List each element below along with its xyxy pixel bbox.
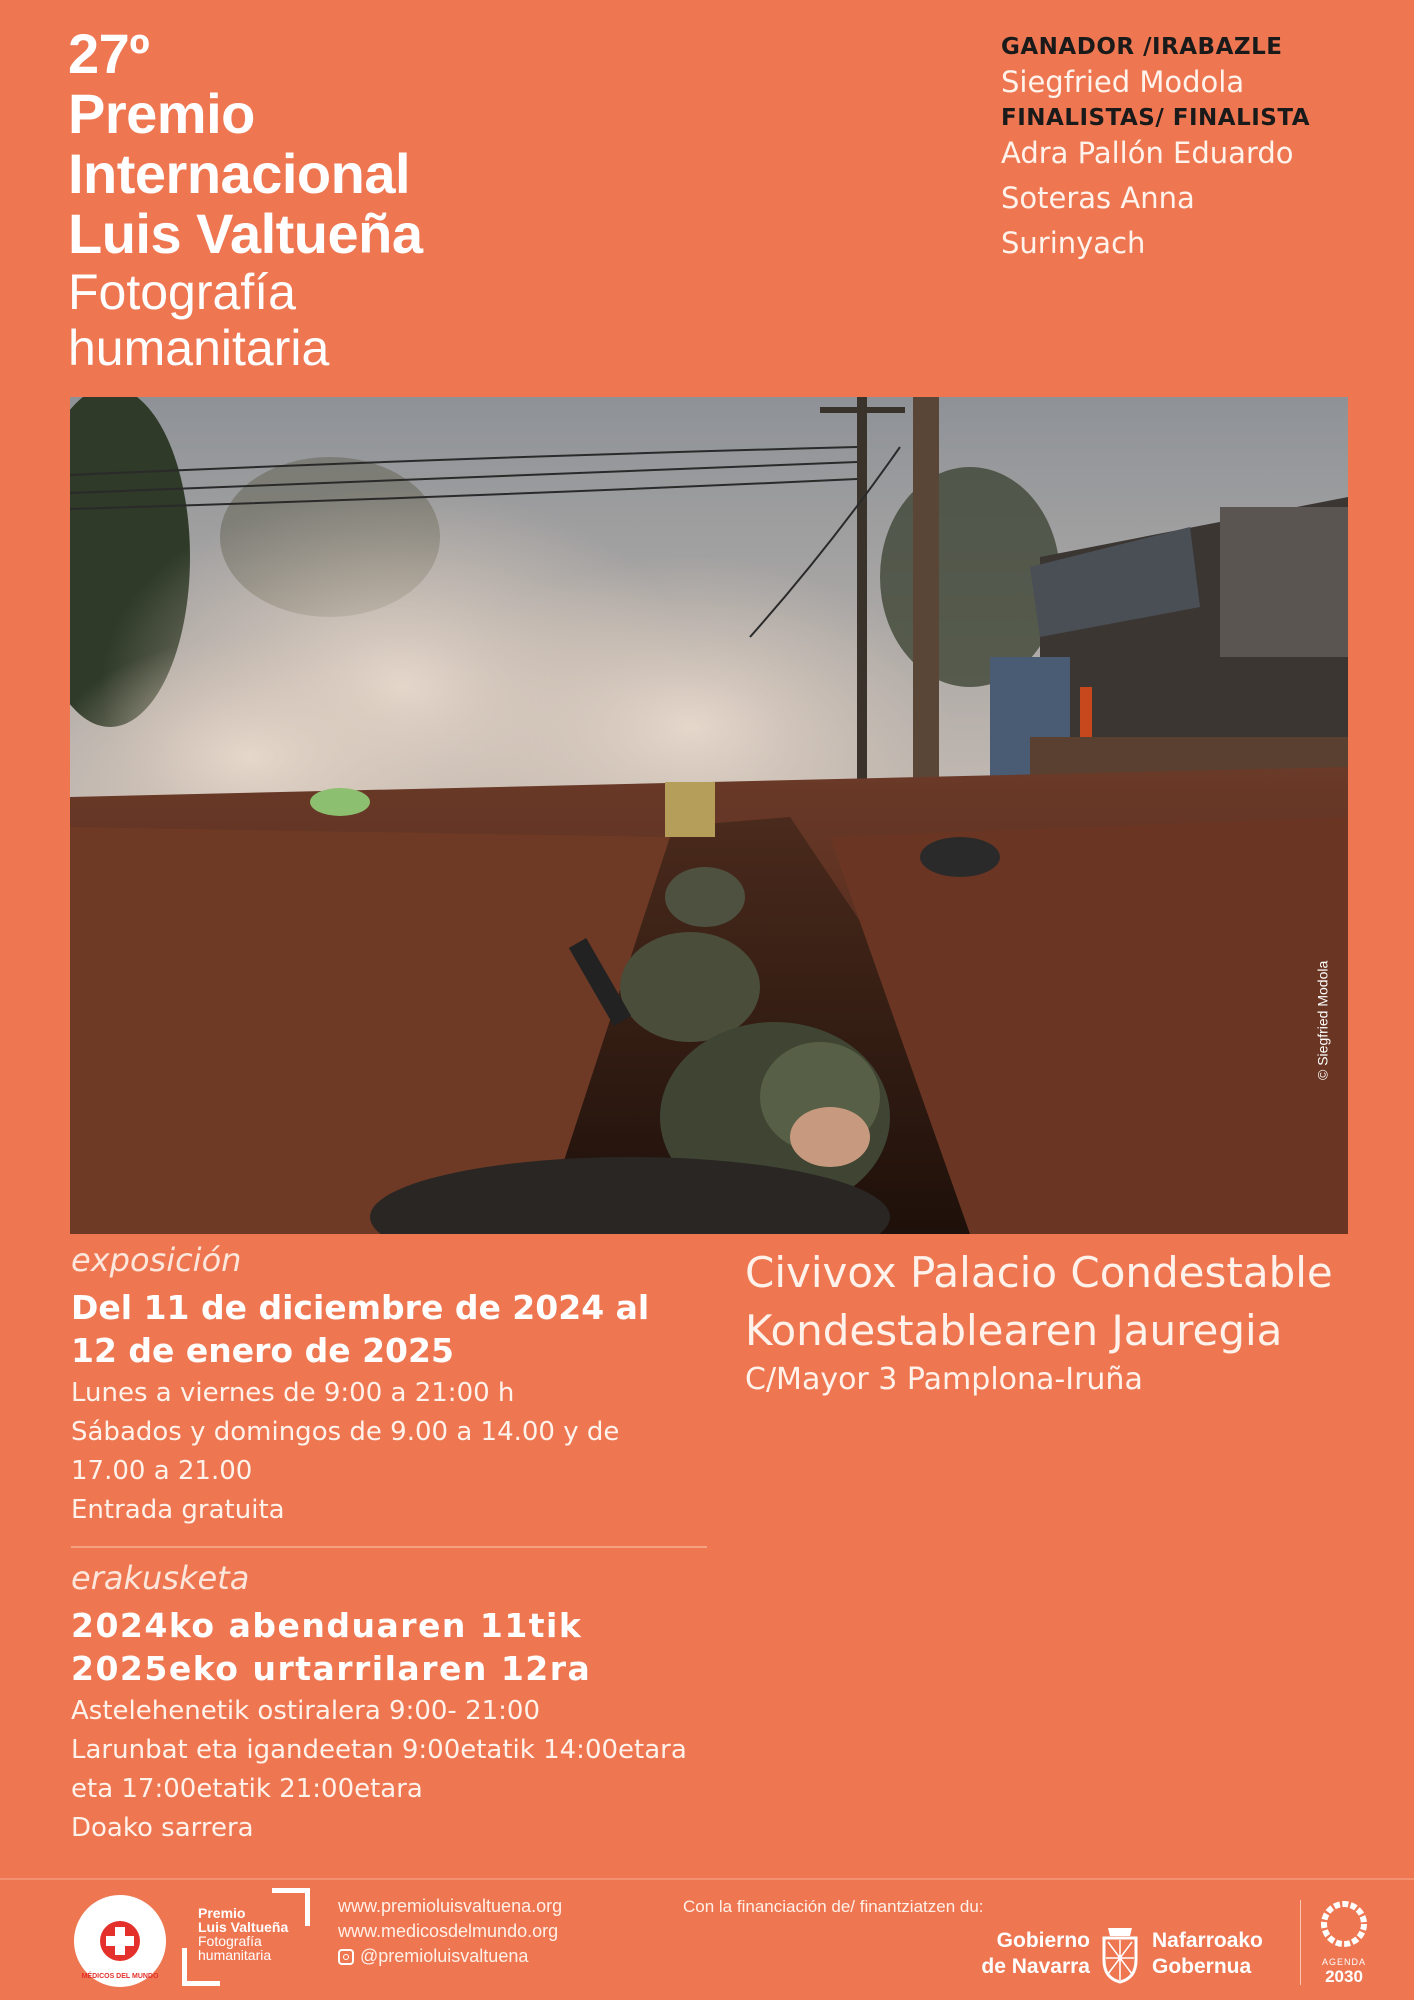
agenda-label: AGENDA (1321, 1957, 1366, 1967)
exhibition-es-entry: Entrada gratuita (71, 1495, 285, 1525)
instagram-link[interactable] (338, 1944, 562, 1969)
mdm-logo-text: MÉDICOS DEL MUNDO (81, 1973, 159, 1980)
footer-divider (0, 1878, 1414, 1880)
title-line-humanitaria: humanitaria (68, 320, 330, 376)
exhibition-es-label: exposición (71, 1241, 242, 1279)
gov-right-line2: Gobernua (1152, 1955, 1252, 1978)
website-link-medicos[interactable]: www.medicosdelmundo.org (338, 1921, 559, 1941)
agenda-2030-logo (1314, 1896, 1374, 1986)
exhibition-es-hours-line2: Sábados y domingos de 9.00 a 14.00 y de (71, 1417, 620, 1447)
premio-logo-line2: Luis Valtueña (198, 1919, 289, 1935)
finalist-name: Adra Pallón Eduardo (1001, 136, 1294, 170)
exhibition-eu-hours-line1: Astelehenetik ostiralera 9:00- 21:00 (71, 1696, 540, 1726)
exhibition-eu-label: erakusketa (71, 1559, 250, 1597)
premio-logo-line3: Fotografía (198, 1933, 262, 1949)
footer-links (338, 1894, 562, 1969)
winner-heading: GANADOR /IRABAZLE (1001, 34, 1283, 60)
gov-right-line1: Nafarroako (1152, 1929, 1263, 1952)
agenda-year: 2030 (1325, 1967, 1363, 1986)
exhibition-es-hours-line3: 17.00 a 21.00 (71, 1456, 253, 1486)
exhibition-eu-entry: Doako sarrera (71, 1813, 254, 1843)
exhibition-es-block (71, 1238, 711, 1530)
finalist-name: Surinyach (1001, 226, 1146, 260)
exhibition-eu-dates-line1: 2024ko abenduaren 11tik (71, 1606, 583, 1645)
trench-photo-illustration (70, 397, 1348, 1234)
section-divider (71, 1546, 707, 1548)
exhibition-eu-hours-line3: eta 17:00etatik 21:00etara (71, 1774, 423, 1804)
premio-logo-text (198, 1906, 288, 1962)
gov-left-line1: Gobierno (996, 1929, 1090, 1952)
exhibition-eu-hours-line2: Larunbat eta igandeetan 9:00etatik 14:00etara (71, 1735, 687, 1765)
exhibition-eu-block (71, 1556, 711, 1848)
footer-vertical-divider (1300, 1900, 1301, 1985)
exhibition-es-dates-line1: Del 11 de diciembre de 2024 al (71, 1288, 650, 1327)
finalist-name: Soteras Anna (1001, 181, 1195, 215)
photo-credit: © Siegfried Modola (1314, 960, 1330, 1080)
venue-name-es: Civivox Palacio Condestable (745, 1248, 1333, 1297)
venue-address: C/Mayor 3 Pamplona-Iruña (745, 1362, 1143, 1397)
title-number: 27º (68, 22, 150, 85)
title-line-internacional: Internacional (68, 142, 411, 205)
title-block (68, 24, 423, 376)
funding-text: Con la financiación de/ finantziatzen du: (683, 1897, 984, 1916)
title-line-luis-valtuena: Luis Valtueña (68, 202, 423, 265)
exhibition-es-dates-line2: 12 de enero de 2025 (71, 1331, 454, 1370)
venue-block (745, 1244, 1385, 1397)
agenda-2030-wheel-icon (1316, 1896, 1372, 1952)
main-photo (70, 397, 1348, 1234)
finalists-heading: FINALISTAS/ FINALISTA (1001, 105, 1311, 131)
gobierno-navarra-logo (980, 1924, 1280, 1984)
title-line-fotografia: Fotografía (68, 264, 296, 320)
gov-left-line2: de Navarra (981, 1955, 1090, 1978)
winner-name: Siegfried Modola (1001, 65, 1245, 99)
instagram-icon (338, 1949, 354, 1965)
title-line-premio: Premio (68, 82, 255, 145)
exhibition-es-hours-line1: Lunes a viernes de 9:00 a 21:00 h (71, 1378, 515, 1408)
medicos-del-mundo-logo (72, 1893, 168, 1989)
premio-logo (182, 1888, 312, 1988)
premio-logo-line1: Premio (198, 1905, 246, 1921)
website-link-premio[interactable]: www.premioluisvaltuena.org (338, 1896, 563, 1916)
exhibition-eu-dates-line2: 2025eko urtarrilaren 12ra (71, 1649, 592, 1688)
venue-name-eu: Kondestablearen Jauregia (745, 1306, 1283, 1355)
instagram-handle: @premioluisvaltuena (360, 1946, 529, 1966)
premio-logo-line4: humanitaria (198, 1947, 272, 1963)
navarra-coat-of-arms-icon (1100, 1924, 1140, 1984)
awards-block (1001, 34, 1310, 266)
